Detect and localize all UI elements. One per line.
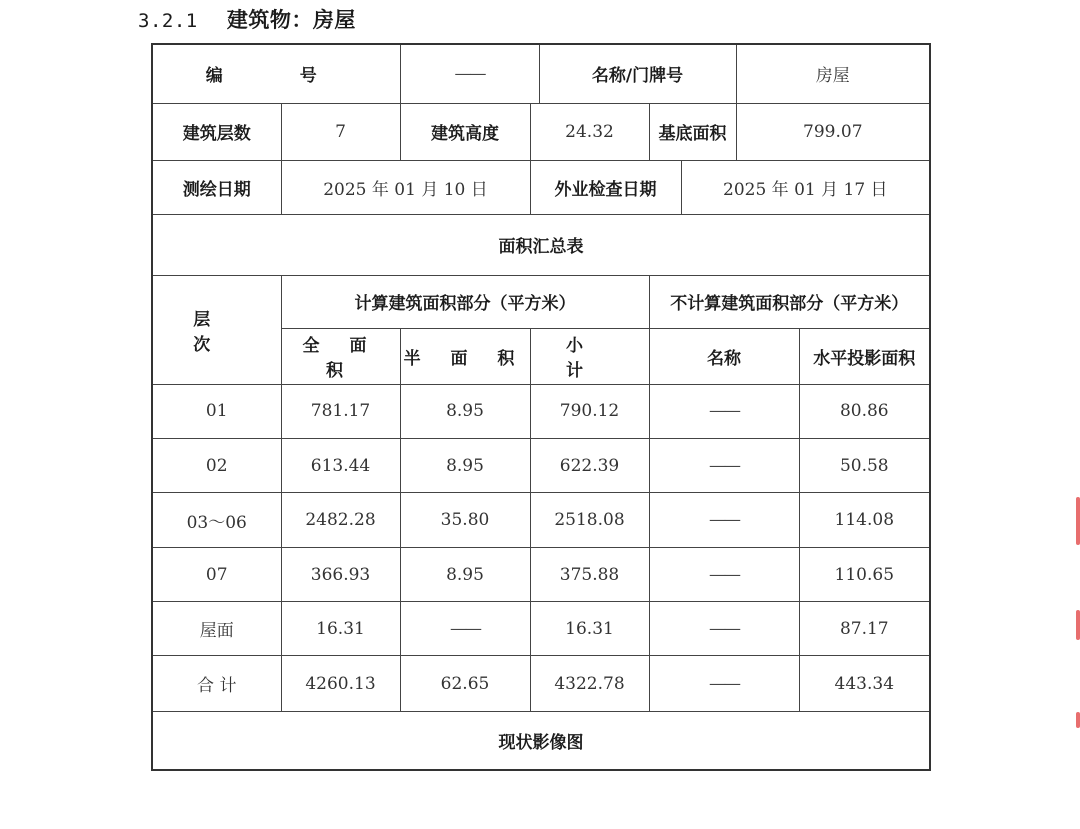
item-name-cell: —— bbox=[649, 602, 799, 656]
summary-title-row bbox=[152, 214, 930, 275]
height-label: 建筑高度 bbox=[400, 103, 530, 160]
projection-area-cell: 80.86 bbox=[799, 384, 930, 438]
full-area-cell: 781.17 bbox=[281, 384, 400, 438]
table-row bbox=[152, 384, 930, 438]
info-row-dates bbox=[152, 160, 930, 214]
scan-edge-mark bbox=[1076, 497, 1080, 545]
subtotal-cell: 375.88 bbox=[530, 548, 649, 602]
full-area-cell: 366.93 bbox=[281, 548, 400, 602]
section-number: 3.2.1 bbox=[138, 10, 198, 32]
not-counted-area-header: 不计算建筑面积部分（平方米） bbox=[649, 275, 930, 328]
counted-area-header: 计算建筑面积部分（平方米） bbox=[281, 275, 649, 328]
info-row-dimensions bbox=[152, 103, 930, 160]
floor-cell: 屋面 bbox=[152, 602, 281, 656]
full-area-cell: 16.31 bbox=[281, 602, 400, 656]
base-area-value: 799.07 bbox=[736, 103, 930, 160]
half-area-cell: 8.95 bbox=[400, 438, 530, 492]
full-area-header: 全 面 积 bbox=[281, 328, 400, 384]
table-row bbox=[152, 602, 930, 656]
floor-cell: 02 bbox=[152, 438, 281, 492]
table-row bbox=[152, 438, 930, 492]
full-area-total: 4260.13 bbox=[281, 656, 400, 712]
total-label-cell: 合 计 bbox=[152, 656, 281, 712]
survey-date-label: 测绘日期 bbox=[152, 160, 281, 214]
section-heading bbox=[138, 4, 356, 34]
subtotal-cell: 622.39 bbox=[530, 438, 649, 492]
item-name-cell: —— bbox=[649, 438, 799, 492]
projection-area-cell: 87.17 bbox=[799, 602, 930, 656]
full-area-cell: 2482.28 bbox=[281, 493, 400, 548]
projection-area-cell: 110.65 bbox=[799, 548, 930, 602]
code-value: —— bbox=[400, 44, 539, 103]
summary-header-row-1 bbox=[152, 275, 930, 328]
base-area-label: 基底面积 bbox=[649, 103, 736, 160]
projection-area-cell: 50.58 bbox=[799, 438, 930, 492]
item-name-cell: —— bbox=[649, 384, 799, 438]
half-area-cell: 8.95 bbox=[400, 548, 530, 602]
code-label: 编 号 bbox=[152, 44, 400, 103]
name-value: 房屋 bbox=[736, 44, 930, 103]
half-area-cell: 8.95 bbox=[400, 384, 530, 438]
subtotal-cell: 16.31 bbox=[530, 602, 649, 656]
item-name-total: —— bbox=[649, 656, 799, 712]
subtotal-total: 4322.78 bbox=[530, 656, 649, 712]
check-date-value: 2025 年 01 月 17 日 bbox=[681, 160, 930, 214]
floor-cell: 03～06 bbox=[152, 493, 281, 548]
item-name-header: 名称 bbox=[649, 328, 799, 384]
half-area-cell: —— bbox=[400, 602, 530, 656]
survey-date-value: 2025 年 01 月 10 日 bbox=[281, 160, 530, 214]
total-row bbox=[152, 656, 930, 712]
image-section-row bbox=[152, 712, 930, 770]
name-label: 名称/门牌号 bbox=[539, 44, 736, 103]
height-value: 24.32 bbox=[530, 103, 649, 160]
scan-edge-mark bbox=[1076, 712, 1080, 728]
half-area-total: 62.65 bbox=[400, 656, 530, 712]
projection-area-total: 443.34 bbox=[799, 656, 930, 712]
projection-area-cell: 114.08 bbox=[799, 493, 930, 548]
floor-cell: 07 bbox=[152, 548, 281, 602]
item-name-cell: —— bbox=[649, 493, 799, 548]
floor-cell: 01 bbox=[152, 384, 281, 438]
summary-title: 面积汇总表 bbox=[152, 214, 930, 275]
floors-value: 7 bbox=[281, 103, 400, 160]
table-row bbox=[152, 493, 930, 548]
floor-header: 层 次 bbox=[152, 275, 281, 384]
item-name-cell: —— bbox=[649, 548, 799, 602]
projection-area-header: 水平投影面积 bbox=[799, 328, 930, 384]
subtotal-cell: 2518.08 bbox=[530, 493, 649, 548]
half-area-header: 半 面 积 bbox=[400, 328, 530, 384]
full-area-cell: 613.44 bbox=[281, 438, 400, 492]
image-section-title: 现状影像图 bbox=[152, 712, 930, 770]
subtotal-cell: 790.12 bbox=[530, 384, 649, 438]
check-date-label: 外业检查日期 bbox=[530, 160, 681, 214]
table-row bbox=[152, 548, 930, 602]
building-info-table bbox=[151, 43, 931, 771]
floors-label: 建筑层数 bbox=[152, 103, 281, 160]
section-title: 建筑物：房屋 bbox=[226, 8, 356, 32]
info-row-code bbox=[152, 44, 930, 103]
scan-edge-mark bbox=[1076, 610, 1080, 640]
subtotal-header: 小 计 bbox=[530, 328, 649, 384]
half-area-cell: 35.80 bbox=[400, 493, 530, 548]
